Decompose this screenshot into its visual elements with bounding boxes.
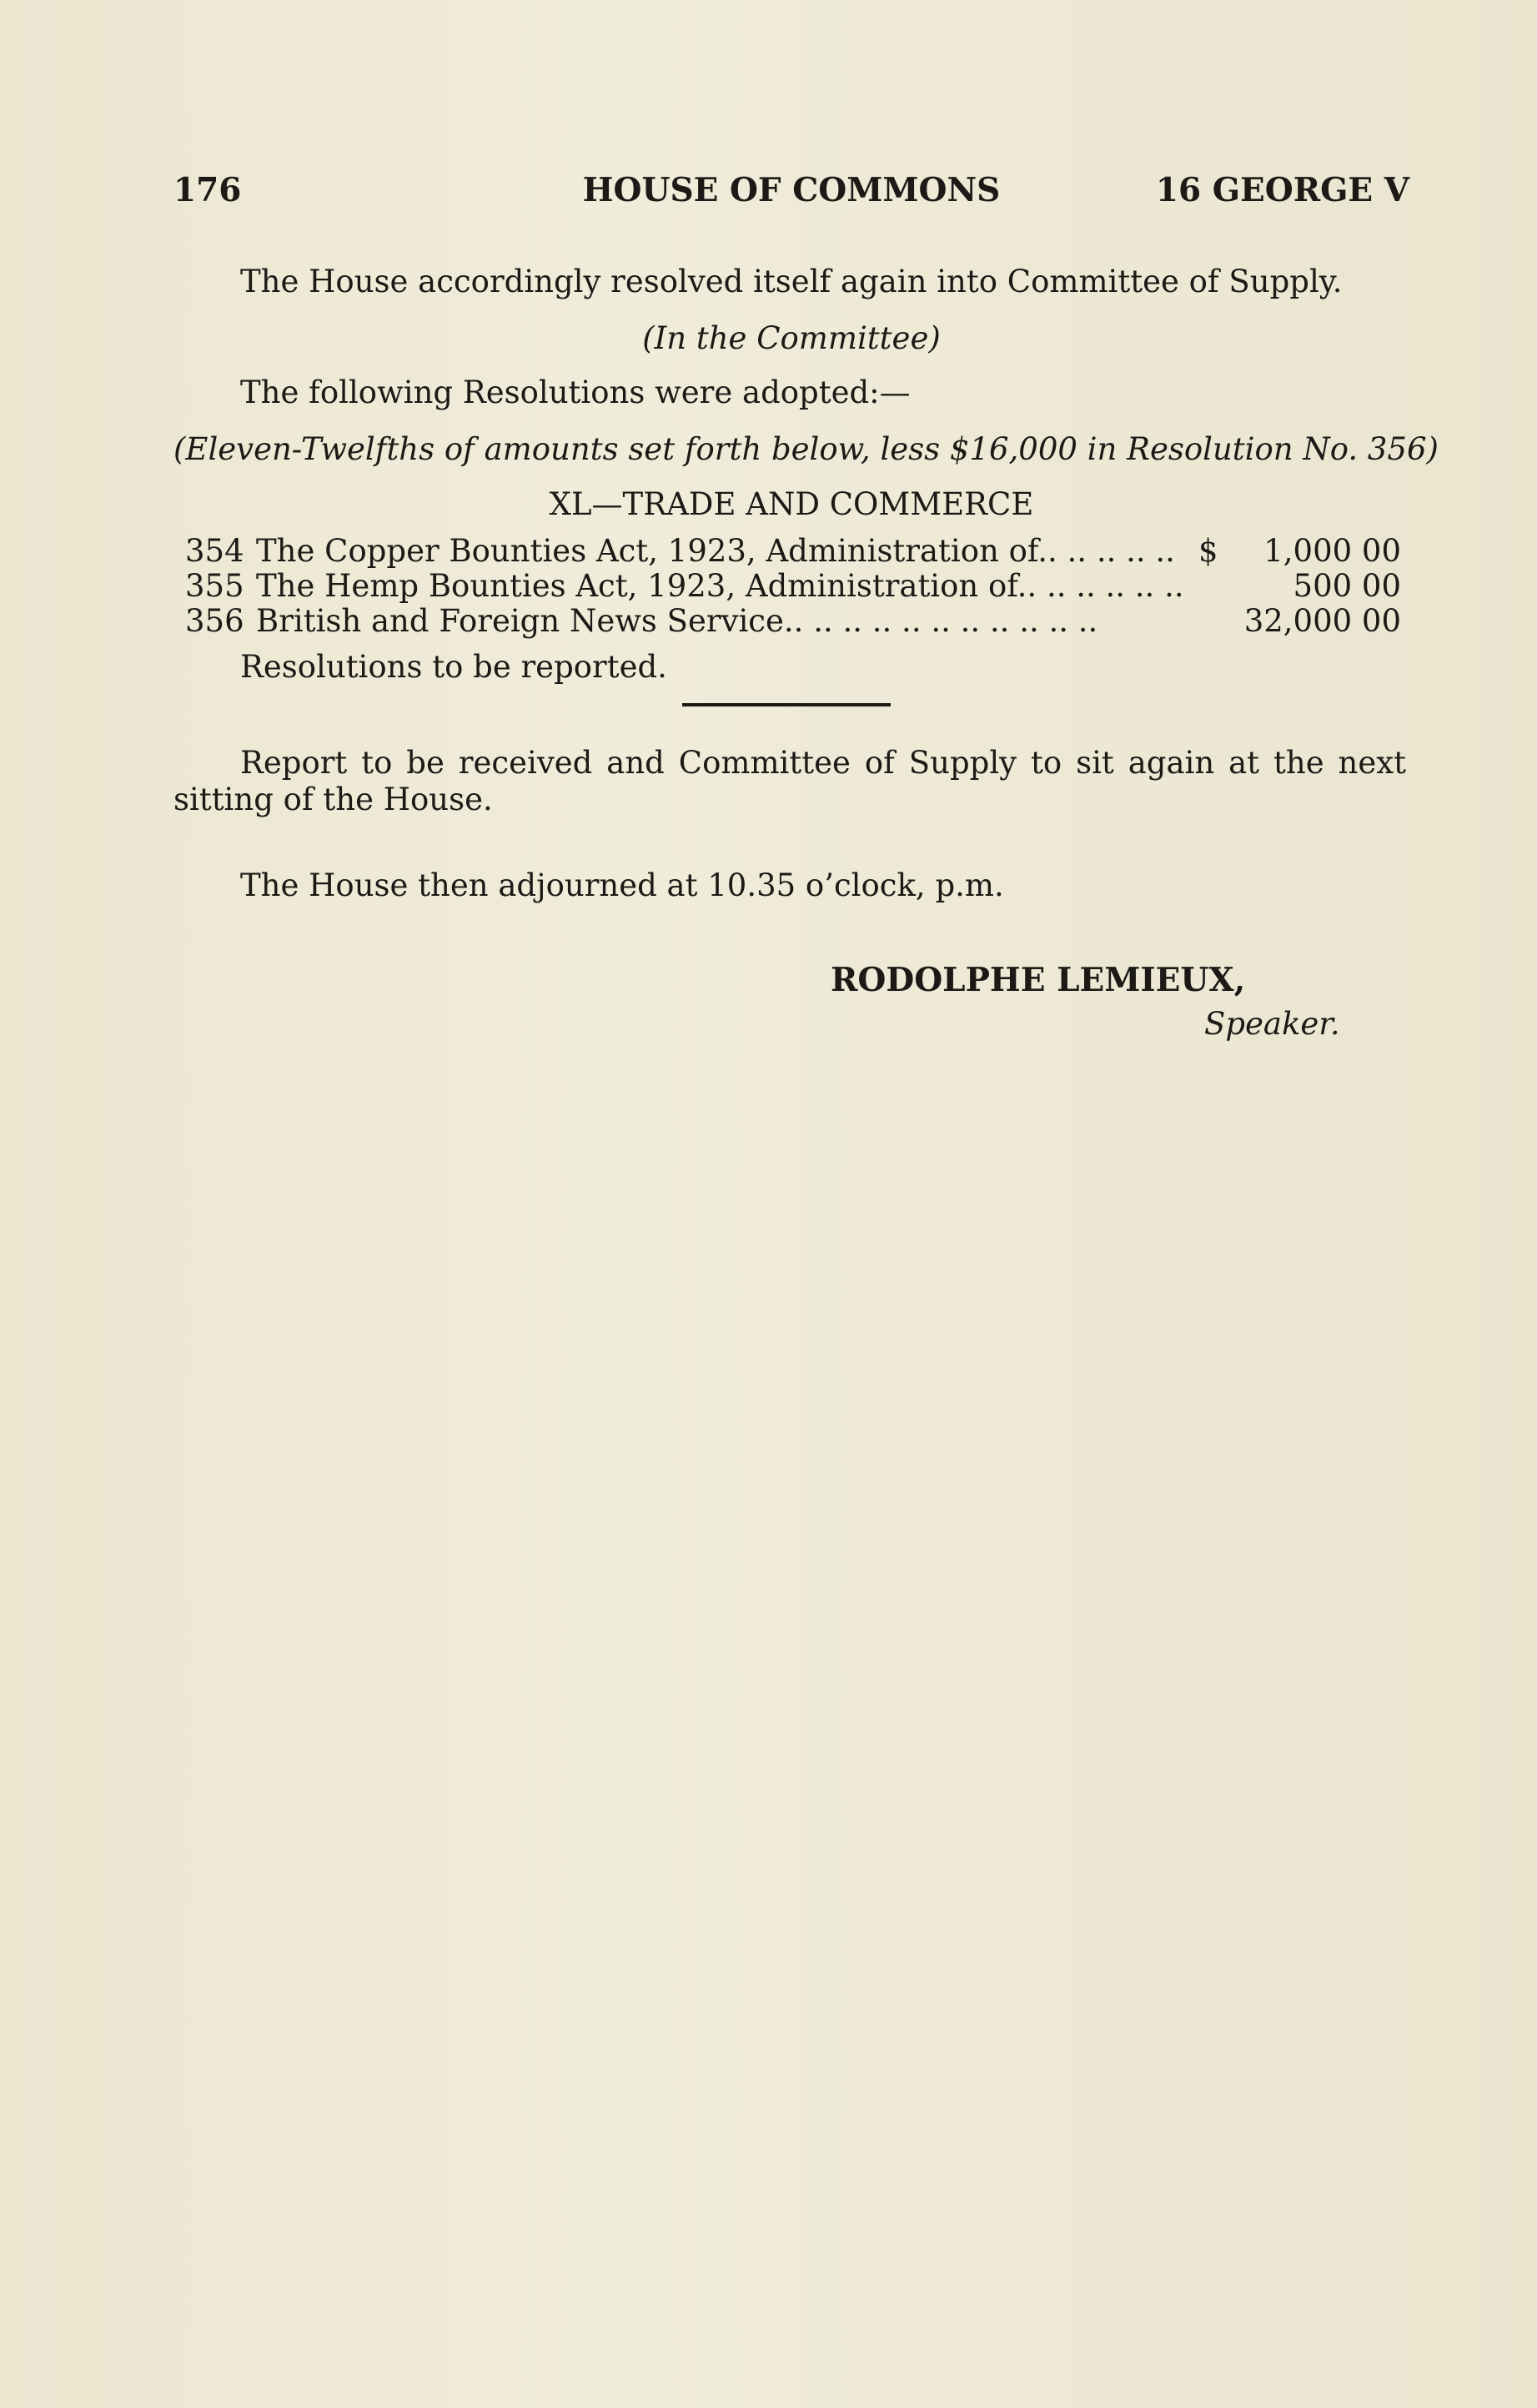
item-description: British and Foreign News Service.. .. .. .. .. .. .. .. .. .. ..: [256, 603, 1098, 639]
resolution-item: [185, 534, 1404, 569]
item-number: 355: [185, 568, 244, 604]
resolution-item: [185, 604, 1404, 639]
amounts-note: (Eleven-Twelfths of amounts set forth below, less $16,000 in Resolution No. 356): [173, 431, 1439, 467]
item-amount: 32,000 00: [1243, 603, 1401, 639]
item-amount: 1,000 00: [1263, 533, 1401, 569]
page-number: 176: [173, 171, 242, 209]
adjournment-sentence: The House then adjourned at 10.35 o’clock, p.m.: [240, 867, 1004, 903]
intro-sentence: The House accordingly resolved itself again into Committee of Supply.: [240, 264, 1343, 299]
page-header: [173, 171, 1409, 221]
resolution-item: [185, 569, 1404, 604]
section-heading: XL—TRADE AND COMMERCE: [549, 486, 1034, 522]
resolution-items: [185, 534, 1404, 639]
item-currency: $: [1198, 533, 1218, 569]
running-title: HOUSE OF COMMONS: [582, 171, 1001, 209]
speaker-title: Speaker.: [1204, 1006, 1340, 1042]
item-description: The Hemp Bounties Act, 1923, Administration of.. .. .. .. .. ..: [256, 568, 1184, 604]
report-paragraph: Report to be received and Committee of Supply to sit again at the next sitting of the House.: [173, 745, 1406, 817]
committee-note: (In the Committee): [642, 320, 941, 356]
item-amount: 500 00: [1293, 568, 1401, 604]
section-divider: [682, 703, 891, 706]
speaker-name: RODOLPHE LEMIEUX,: [831, 961, 1246, 999]
regnal-year: 16 GEORGE V: [1155, 171, 1409, 209]
to-be-reported: Resolutions to be reported.: [240, 649, 667, 685]
item-number: 356: [185, 603, 244, 639]
item-number: 354: [185, 533, 244, 569]
item-description: The Copper Bounties Act, 1923, Administration of.. .. .. .. ..: [256, 533, 1175, 569]
resolutions-adopted: The following Resolutions were adopted:—: [240, 375, 911, 410]
